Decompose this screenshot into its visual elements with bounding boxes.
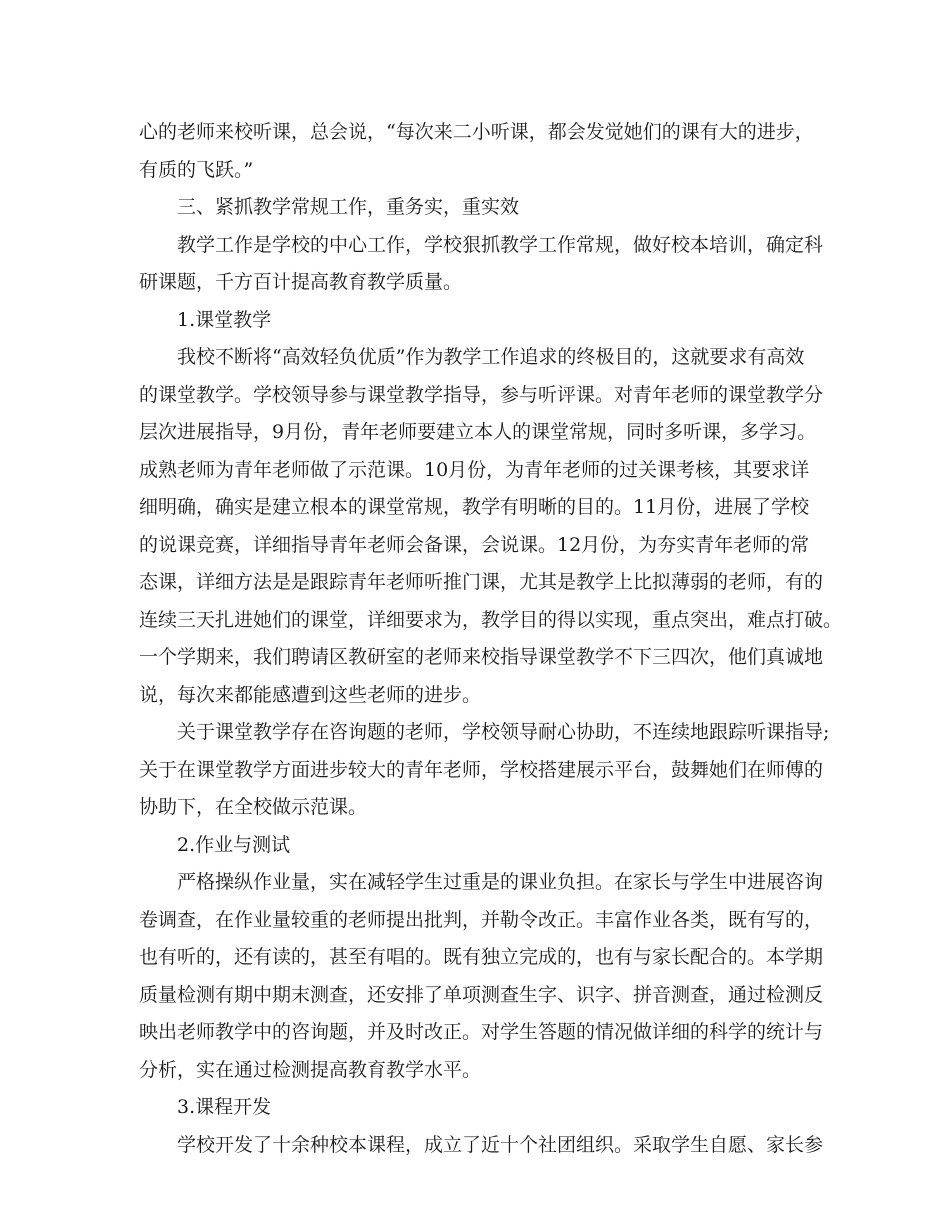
text-line: 有质的飞跃。” xyxy=(139,158,254,181)
text-line: 层次进展指导，9月份，青年老师要建立本人的课堂常规，同时多听课，多学习。 xyxy=(139,421,817,443)
text-line: 连续三天扎进她们的课堂，详细要求为，教学目的得以实现，重点突出，难点打破。 xyxy=(139,608,843,631)
document-body xyxy=(139,114,843,1164)
text-line: 2.作业与测试 xyxy=(177,833,291,856)
text-line: 分析，实在通过检测提高教育教学水平。 xyxy=(139,1058,482,1081)
text-line: 3.课程开发 xyxy=(177,1096,272,1118)
text-line: 协助下，在全校做示范课。 xyxy=(139,796,368,818)
text-line: 态课，详细方法是是跟踪青年老师听推门课，尤其是教学上比拟薄弱的老师，有的 xyxy=(139,571,824,593)
text-line: 三、紧抓教学常规工作，重务实，重实效 xyxy=(177,196,520,218)
text-line: 细明确，确实是建立根本的课堂常规，教学有明晰的目的。11月份，进展了学校 xyxy=(139,496,810,518)
text-line: 映出老师教学中的咨询题，并及时改正。对学生答题的情况做详细的科学的统计与 xyxy=(139,1021,824,1043)
text-line: 卷调查，在作业量较重的老师提出批判，并勒令改正。丰富作业各类，既有写的， xyxy=(139,908,824,931)
text-line: 严格操纵作业量，实在减轻学生过重是的课业负担。在家长与学生中进展咨询 xyxy=(177,871,824,893)
text-line: 心的老师来校听课，总会说，“每次来二小听课，都会发觉她们的课有大的进步， xyxy=(139,121,814,143)
text-line: 1.课堂教学 xyxy=(177,308,272,331)
text-line: 说，每次来都能感遭到这些老师的进步。 xyxy=(139,683,482,706)
text-line: 成熟老师为青年老师做了示范课。10月份，为青年老师的过关课考核，其要求详 xyxy=(139,458,810,481)
text-line: 我校不断将“高效轻负优质”作为教学工作追求的终极目的，这就要求有高效 xyxy=(177,346,805,368)
text-line: 一个学期来，我们聘请区教研室的老师来校指导课堂教学不下三四次，他们真诚地 xyxy=(139,646,824,668)
text-line: 教学工作是学校的中心工作，学校狠抓教学工作常规，做好校本培训，确定科 xyxy=(177,233,824,256)
text-line: 也有听的，还有读的，甚至有唱的。既有独立完成的，也有与家长配合的。本学期 xyxy=(139,946,824,968)
text-line: 研课题，千方百计提高教育教学质量。 xyxy=(139,271,463,293)
text-line: 学校开发了十余种校本课程，成立了近十个社团组织。采取学生自愿、家长参 xyxy=(177,1133,824,1156)
text-line: 关于在课堂教学方面进步较大的青年老师，学校搭建展示平台，鼓舞她们在师傅的 xyxy=(139,758,824,781)
text-line: 的说课竞赛，详细指导青年老师会备课，会说课。12月份，为夯实青年老师的常 xyxy=(139,533,810,556)
text-line: 的课堂教学。学校领导参与课堂教学指导，参与听评课。对青年老师的课堂教学分 xyxy=(139,383,824,406)
text-line: 质量检测有期中期末测查，还安排了单项测查生字、识字、拼音测查，通过检测反 xyxy=(139,983,824,1006)
text-line: 关于课堂教学存在咨询题的老师，学校领导耐心协助，不连续地跟踪听课指导; xyxy=(177,721,830,743)
